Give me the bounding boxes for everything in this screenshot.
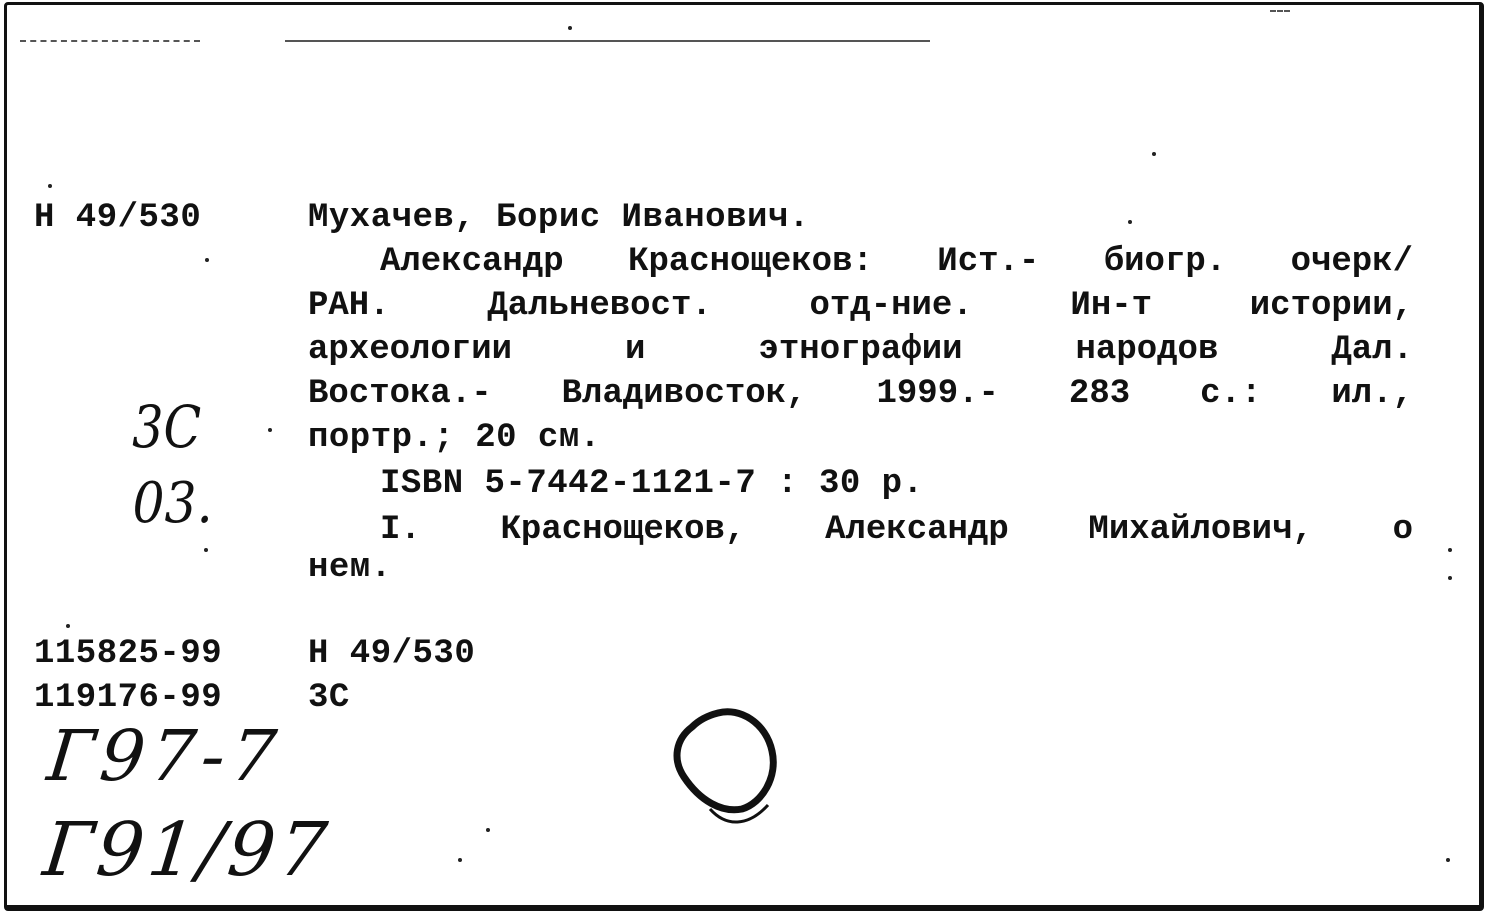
scan-speck (66, 624, 70, 628)
handwritten-note: Г91/97 (39, 807, 335, 893)
scan-speck (568, 26, 572, 30)
scan-speck (486, 828, 490, 832)
inventory-shelf-mark: 3С (308, 679, 350, 717)
scan-speck (1448, 576, 1452, 580)
scan-speck (458, 858, 462, 862)
title-line: Востока.- Владивосток, 1999.- 283 с.: ил., (308, 375, 1413, 413)
scan-speck (204, 548, 208, 552)
handwritten-note: 3С (132, 393, 202, 461)
scan-speck (1128, 220, 1132, 224)
title-line: портр.; 20 см. (308, 419, 601, 457)
subject-line: нем. (308, 549, 392, 587)
handwritten-note: 03. (132, 471, 213, 536)
handwritten-note: Г97-7 (43, 715, 286, 797)
isbn-line: ISBN 5-7442-1121-7 : 30 р. (380, 465, 924, 503)
title-line: Александр Краснощеков: Ист.- биогр. очерк/ (380, 243, 1413, 281)
inventory-number: 119176-99 (34, 679, 223, 717)
top-rule (1270, 10, 1290, 12)
title-line: РАН. Дальневост. отд-ние. Ин-т истории, (308, 287, 1413, 325)
title-line: археологии и этнографии народов Дал. (308, 331, 1413, 369)
subject-line: I. Краснощеков, Александр Михайлович, о (380, 511, 1413, 549)
shelf-mark: Н 49/530 (34, 199, 202, 237)
scan-speck (1152, 152, 1156, 156)
inventory-number: 115825-99 (34, 635, 223, 673)
top-rule (20, 40, 200, 42)
hand-drawn-circle (670, 705, 790, 835)
author-heading: Мухачев, Борис Иванович. (308, 199, 810, 237)
scan-speck (48, 184, 52, 188)
scan-speck (205, 258, 209, 262)
top-rule (285, 40, 930, 42)
scan-speck (1446, 858, 1450, 862)
inventory-shelf-mark: Н 49/530 (308, 635, 476, 673)
scan-speck (268, 428, 272, 432)
scan-speck (1448, 548, 1452, 552)
